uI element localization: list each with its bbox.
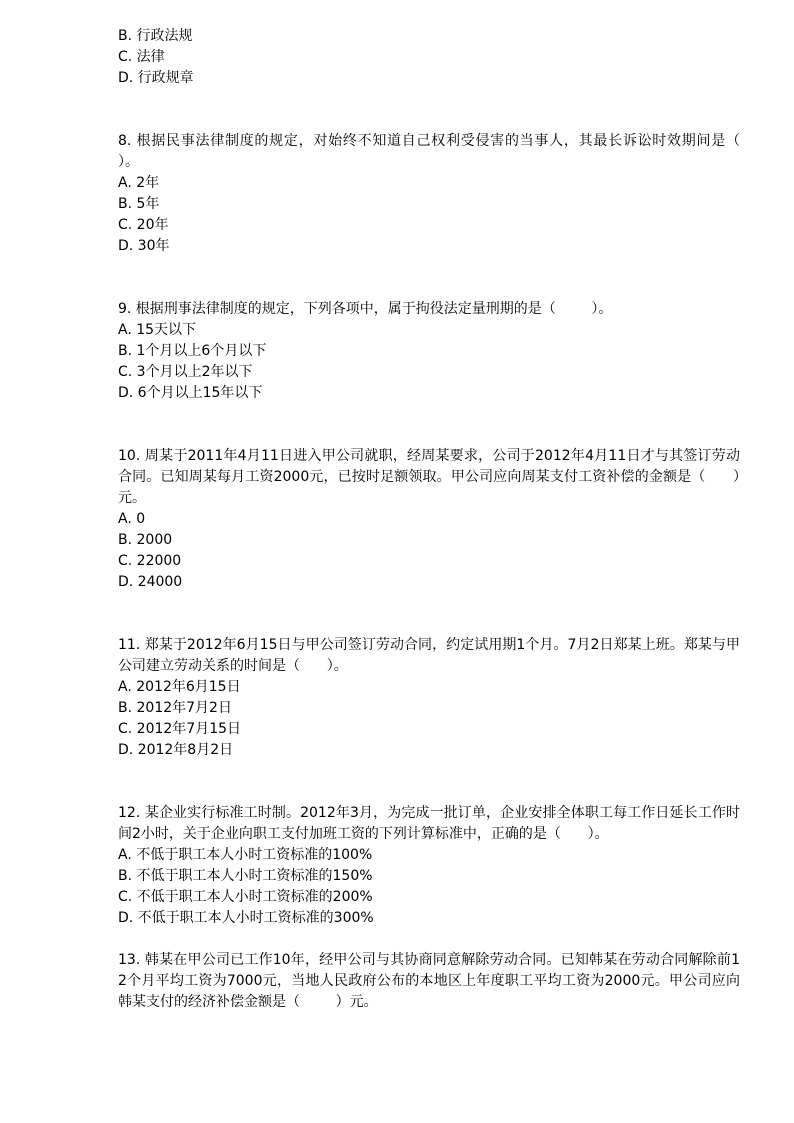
question-stem: 10. 周某于2011年4月11日进入甲公司就职，经周某要求，公司于2012年4月11日才与其签订劳动合同。已知周某每月工资2000元，已按时足额领取。甲公司应向周某支付工资补偿的金额是（ ）元。 (118, 448, 740, 506)
option-c: C. 2012年7月15日 (118, 721, 242, 737)
option-c: C. 3个月以上2年以下 (118, 364, 253, 380)
option-c: C. 不低于职工本人小时工资标准的200% (118, 889, 373, 905)
option-d: D. 不低于职工本人小时工资标准的300% (118, 910, 374, 926)
exam-page (118, 26, 776, 1013)
option-b: B. 不低于职工本人小时工资标准的150% (118, 868, 373, 884)
question-12 (118, 803, 740, 929)
option-c: C. 22000 (118, 553, 182, 569)
option-b: B. 5年 (118, 196, 160, 212)
option-a: A. 2年 (118, 175, 160, 191)
option-a: A. 0 (118, 511, 146, 527)
option-b: B. 2000 (118, 532, 173, 548)
option-a: A. 不低于职工本人小时工资标准的100% (118, 847, 373, 863)
question-10 (118, 446, 740, 593)
option-a: A. 2012年6月15日 (118, 679, 241, 695)
option-d: D. 行政规章 (118, 70, 194, 86)
option-c: C. 法律 (118, 49, 165, 65)
question-stem: 11. 郑某于2012年6月15日与甲公司签订劳动合同，约定试用期1个月。7月2日郑某上班。郑某与甲公司建立劳动关系的时间是（ ）。 (118, 637, 740, 674)
question-13 (118, 950, 740, 1013)
option-a: A. 15天以下 (118, 322, 197, 338)
option-d: D. 2012年8月2日 (118, 742, 234, 758)
question-11 (118, 635, 740, 761)
question-8 (118, 131, 776, 257)
option-b: B. 行政法规 (118, 28, 193, 44)
option-d: D. 24000 (118, 574, 183, 590)
option-d: D. 6个月以上15年以下 (118, 385, 263, 401)
option-d: D. 30年 (118, 238, 170, 254)
question-stem: 8. 根据民事法律制度的规定，对始终不知道自己权利受侵害的当事人，其最长诉讼时效期间是（ ）。 (118, 133, 776, 170)
question-stem: 13. 韩某在甲公司已工作10年，经甲公司与其协商同意解除劳动合同。已知韩某在劳动合同解除前12个月平均工资为7000元，当地人民政府公布的本地区上年度职工平均工资为2000元。甲公司应向韩某支付的经济补偿金额是（ ）元。 (118, 952, 740, 1010)
option-b: B. 1个月以上6个月以下 (118, 343, 267, 359)
partial-question (118, 26, 740, 89)
question-stem: 12. 某企业实行标准工时制。2012年3月，为完成一批订单，企业安排全体职工每工作日延长工作时间2小时，关于企业向职工支付加班工资的下列计算标准中，正确的是（ ）。 (118, 805, 740, 842)
question-9 (118, 299, 740, 404)
question-stem: 9. 根据刑事法律制度的规定，下列各项中，属于拘役法定量刑期的是（ ）。 (118, 301, 613, 317)
option-c: C. 20年 (118, 217, 169, 233)
option-b: B. 2012年7月2日 (118, 700, 232, 716)
